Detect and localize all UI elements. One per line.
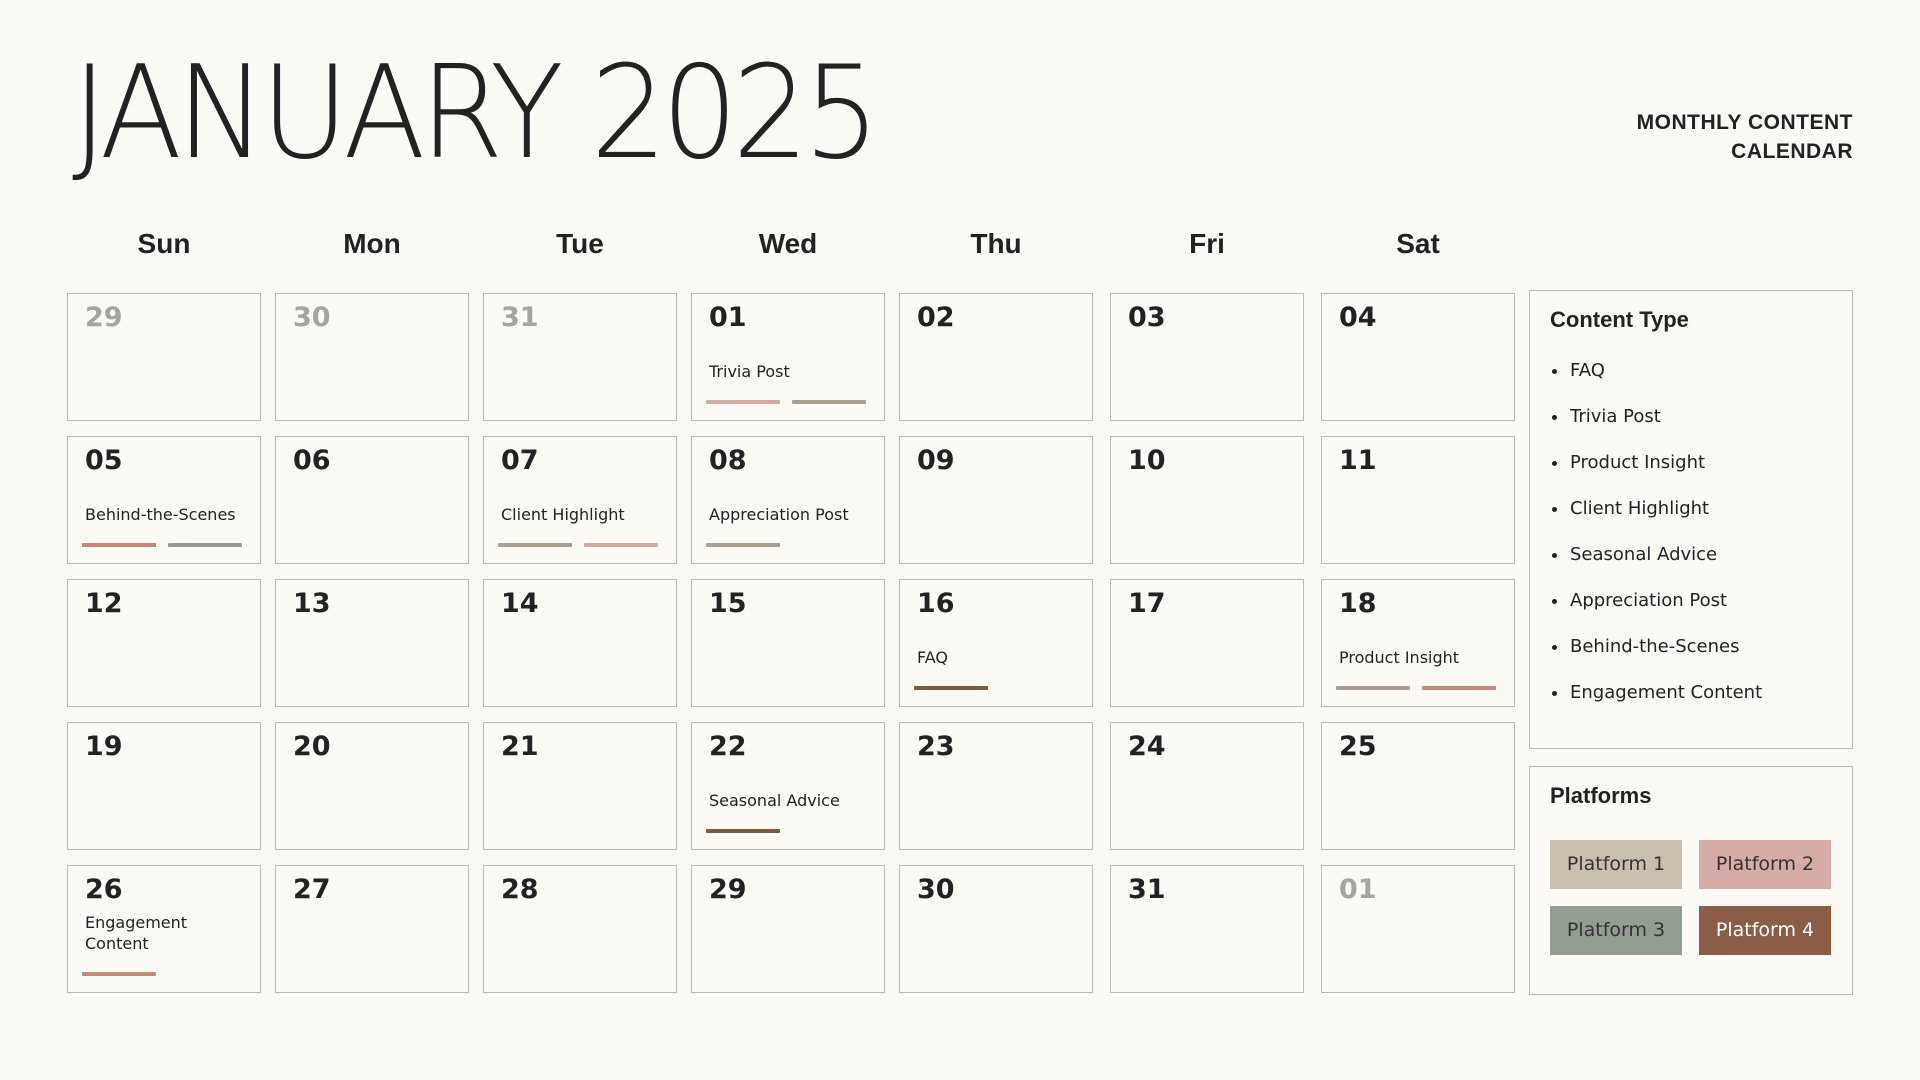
platform-indicator-bar (914, 686, 988, 690)
platform-indicator-bar (1422, 686, 1496, 690)
day-number: 16 (917, 588, 955, 619)
day-number: 17 (1128, 588, 1166, 619)
day-number: 10 (1128, 445, 1166, 476)
content-label: Appreciation Post (709, 505, 849, 524)
day-number: 29 (709, 874, 747, 905)
day-number: 07 (501, 445, 539, 476)
calendar-day-cell[interactable] (691, 579, 885, 707)
calendar-day-cell[interactable] (483, 436, 677, 564)
bullet-icon (1552, 645, 1557, 650)
weekday-wed: Wed (758, 228, 818, 259)
page-title: JANUARY 2025 (72, 39, 875, 188)
calendar-day-cell[interactable] (1321, 293, 1515, 421)
calendar-day-cell[interactable] (691, 293, 885, 421)
day-number: 08 (709, 445, 747, 476)
day-number: 22 (709, 731, 747, 762)
weekday-tue: Tue (556, 228, 604, 259)
content-type-label: Seasonal Advice (1570, 544, 1718, 565)
content-type-label: Client Highlight (1570, 498, 1710, 519)
day-number: 18 (1339, 588, 1377, 619)
calendar-day-cell[interactable] (1110, 436, 1304, 564)
content-type-item (1550, 359, 1762, 405)
calendar-day-cell[interactable] (691, 865, 885, 993)
bullet-icon (1552, 553, 1557, 558)
calendar-day-cell[interactable] (1110, 293, 1304, 421)
day-number: 30 (917, 874, 955, 905)
day-number: 14 (501, 588, 539, 619)
content-type-item (1550, 451, 1762, 497)
weekday-thu: Thu (970, 228, 1022, 259)
day-number: 13 (293, 588, 331, 619)
day-number: 25 (1339, 731, 1377, 762)
content-type-heading: Content Type (1550, 307, 1689, 332)
bullet-icon (1552, 599, 1557, 604)
platform-indicator-bar (82, 543, 156, 547)
bullet-icon (1552, 415, 1557, 420)
bullet-icon (1552, 369, 1557, 374)
day-number: 05 (85, 445, 123, 476)
content-type-item (1550, 405, 1762, 451)
day-number: 23 (917, 731, 955, 762)
content-type-panel (1529, 290, 1853, 749)
platform-indicator-bar (168, 543, 242, 547)
platform-indicator-bar (706, 829, 780, 833)
platform-indicator-bar (706, 400, 780, 404)
calendar-day-cell[interactable] (483, 722, 677, 850)
day-number: 31 (501, 302, 539, 333)
subtitle-line-2: CALENDAR (1731, 140, 1853, 163)
weekday-fri: Fri (1189, 228, 1225, 259)
calendar-day-cell[interactable] (483, 293, 677, 421)
content-type-label: Engagement Content (1570, 682, 1763, 703)
calendar-day-cell[interactable] (275, 865, 469, 993)
bullet-icon (1552, 691, 1557, 696)
day-number: 28 (501, 874, 539, 905)
page-subtitle (1573, 108, 1853, 166)
day-number: 01 (709, 302, 747, 333)
weekday-sun: Sun (137, 228, 191, 259)
weekday-sat: Sat (1396, 228, 1440, 259)
content-type-label: Behind-the-Scenes (1570, 636, 1740, 657)
platform-indicator-bar (82, 972, 156, 976)
weekday-mon: Mon (343, 228, 401, 259)
calendar-day-cell[interactable] (483, 865, 677, 993)
content-type-item (1550, 589, 1762, 635)
content-type-item (1550, 681, 1762, 727)
calendar-day-cell[interactable] (691, 722, 885, 850)
day-number: 27 (293, 874, 331, 905)
day-number: 31 (1128, 874, 1166, 905)
platform-indicator-bar (706, 543, 780, 547)
bullet-icon (1552, 507, 1557, 512)
content-label: Behind-the-Scenes (85, 505, 236, 524)
calendar-day-cell[interactable] (899, 722, 1093, 850)
content-label: Engagement Content (85, 913, 188, 953)
day-number: 01 (1339, 874, 1377, 905)
day-number: 21 (501, 731, 539, 762)
subtitle-line-1: MONTHLY CONTENT (1636, 111, 1853, 134)
calendar-day-cell[interactable] (899, 436, 1093, 564)
day-number: 12 (85, 588, 123, 619)
calendar-day-cell[interactable] (67, 722, 261, 850)
day-number: 06 (293, 445, 331, 476)
platform-chip-3: Platform 3 (1550, 906, 1682, 955)
calendar-day-cell[interactable] (1321, 579, 1515, 707)
content-label: Client Highlight (501, 505, 625, 524)
content-label: Trivia Post (709, 362, 790, 381)
platform-indicator-bar (584, 543, 658, 547)
content-type-label: Trivia Post (1570, 406, 1661, 427)
platforms-panel (1529, 766, 1853, 995)
calendar-day-cell[interactable] (275, 579, 469, 707)
calendar-day-cell[interactable] (1321, 865, 1515, 993)
calendar-day-cell[interactable] (275, 436, 469, 564)
day-number: 24 (1128, 731, 1166, 762)
calendar-day-cell[interactable] (691, 436, 885, 564)
day-number: 09 (917, 445, 955, 476)
day-number: 04 (1339, 302, 1377, 333)
calendar-day-cell[interactable] (67, 865, 261, 993)
day-number: 02 (917, 302, 955, 333)
platform-indicator-bar (792, 400, 866, 404)
day-number: 19 (85, 731, 123, 762)
calendar-day-cell[interactable] (1110, 722, 1304, 850)
platform-indicator-bar (498, 543, 572, 547)
calendar-day-cell[interactable] (1110, 579, 1304, 707)
calendar-day-cell[interactable] (67, 293, 261, 421)
content-type-item (1550, 635, 1762, 681)
platform-chip-1: Platform 1 (1550, 840, 1682, 889)
content-type-item (1550, 543, 1762, 589)
platform-indicator-bar (1336, 686, 1410, 690)
day-number: 20 (293, 731, 331, 762)
content-type-label: Product Insight (1570, 452, 1706, 473)
calendar-day-cell[interactable] (67, 579, 261, 707)
content-label: Seasonal Advice (709, 791, 840, 810)
calendar-day-cell[interactable] (483, 579, 677, 707)
calendar-day-cell[interactable] (1110, 865, 1304, 993)
calendar-day-cell[interactable] (67, 436, 261, 564)
calendar-day-cell[interactable] (275, 722, 469, 850)
calendar-day-cell[interactable] (899, 293, 1093, 421)
platform-chip-2: Platform 2 (1699, 840, 1831, 889)
content-type-list (1550, 359, 1762, 727)
platform-chip-4: Platform 4 (1699, 906, 1831, 955)
content-type-label: Appreciation Post (1570, 590, 1728, 611)
calendar-day-cell[interactable] (1321, 436, 1515, 564)
bullet-icon (1552, 461, 1557, 466)
platforms-heading: Platforms (1550, 783, 1652, 808)
calendar-day-cell[interactable] (899, 865, 1093, 993)
day-number: 29 (85, 302, 123, 333)
content-label: Product Insight (1339, 648, 1460, 667)
day-number: 26 (85, 874, 123, 905)
day-number: 15 (709, 588, 747, 619)
calendar-day-cell[interactable] (1321, 722, 1515, 850)
calendar-day-cell[interactable] (899, 579, 1093, 707)
content-label: FAQ (917, 648, 948, 667)
day-number: 03 (1128, 302, 1166, 333)
content-type-item (1550, 497, 1762, 543)
content-type-label: FAQ (1570, 360, 1605, 381)
calendar-day-cell[interactable] (275, 293, 469, 421)
day-number: 30 (293, 302, 331, 333)
day-number: 11 (1339, 445, 1377, 476)
